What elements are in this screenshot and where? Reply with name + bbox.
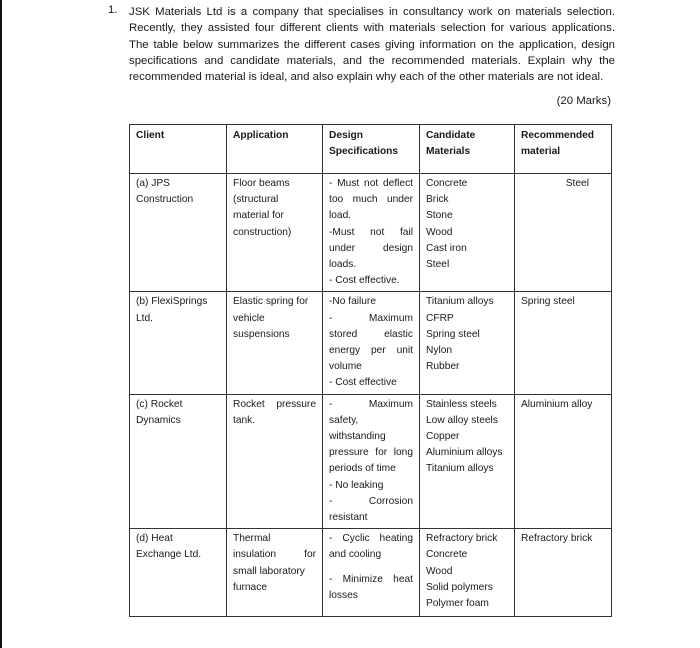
question-number: 1. — [108, 4, 118, 16]
cell-text: material for — [233, 210, 284, 222]
marks-label: (20 Marks) — [556, 95, 611, 107]
cell-text: Dynamics — [136, 414, 181, 426]
cell-text: periods of time — [329, 463, 396, 475]
cell-text: safety, — [329, 414, 359, 426]
cell-text: - Cost effective. — [329, 275, 400, 287]
cell-text: Concrete — [426, 549, 468, 561]
table-row — [130, 529, 612, 617]
cell-text: vehicle — [233, 312, 265, 324]
question-line: JSK Materials Ltd is a company that specialises in consultancy work on materials selection. — [129, 6, 615, 18]
question-line: Recently, they assisted four different clients with materials selection for various applications. — [129, 22, 615, 35]
cell-text: Brick — [426, 194, 449, 206]
cell-text: (d) Heat — [136, 533, 173, 545]
cell-text: - Must not deflect — [329, 178, 413, 189]
cell-text: Elastic spring for — [233, 296, 309, 308]
cell-text: (c) Rocket — [136, 398, 183, 410]
cell-text: small laboratory — [233, 565, 305, 577]
cell-text: - Minimize heat — [329, 573, 413, 585]
cell-text: Rubber — [426, 361, 460, 373]
header-candidate-label-2: Materials — [426, 146, 471, 158]
cell-client — [130, 529, 227, 617]
cell-client — [130, 394, 227, 529]
cell-specifications — [323, 292, 420, 394]
cell-text: construction) — [233, 226, 292, 238]
cell-text: (a) JPS — [136, 178, 170, 189]
cases-table — [129, 124, 612, 617]
cell-recommended — [515, 174, 612, 292]
cell-text: volume — [329, 361, 362, 373]
question-line: specifications and candidate materials, and the recommended materials. Explain why the — [129, 54, 615, 67]
header-client-label: Client — [136, 130, 165, 141]
cell-text: - Maximum — [329, 398, 413, 410]
cell-application — [227, 292, 323, 394]
header-design-label-2: Specifications — [329, 146, 399, 158]
cell-text: Floor beams — [233, 178, 290, 189]
cell-text: Titanium alloys — [426, 463, 494, 475]
cell-text: Refractory brick — [521, 533, 593, 545]
cell-recommended — [515, 394, 612, 529]
table-row — [130, 394, 612, 529]
cell-text: Solid polymers — [426, 581, 493, 593]
cell-candidates — [420, 174, 515, 292]
cell-client — [130, 174, 227, 292]
table-row — [130, 174, 612, 292]
cell-text: load. — [329, 210, 352, 222]
cell-text: Wood — [426, 565, 453, 577]
cell-text: Steel — [565, 178, 589, 189]
cell-specifications — [323, 394, 420, 529]
cell-text: (structural — [233, 194, 279, 206]
cell-text: too much under — [329, 194, 413, 206]
cell-text: Low alloy steels — [426, 414, 498, 426]
page-left-border — [0, 0, 2, 648]
question-text — [129, 4, 615, 85]
question-line: The table below summarizes the different cases giving information on the application, design — [129, 38, 615, 51]
cell-text: (b) FlexiSprings — [136, 296, 208, 308]
question-line: recommended material is ideal, and also explain why each of the other materials are not ideal. — [129, 71, 604, 84]
cell-text: CFRP — [426, 312, 454, 324]
cell-text: -Must not fail — [329, 226, 413, 238]
cell-text: Ltd. — [136, 312, 153, 324]
header-candidate-materials — [420, 125, 515, 174]
cell-application — [227, 529, 323, 617]
cell-candidates — [420, 394, 515, 529]
header-application-label: Application — [233, 130, 289, 141]
cell-text: Concrete — [426, 178, 468, 189]
header-candidate-label-1: Candidate — [426, 130, 476, 141]
header-application — [227, 125, 323, 174]
cell-text: insulation for — [233, 549, 316, 561]
cell-text: Wood — [426, 226, 453, 238]
cell-text: energy per unit — [329, 345, 413, 357]
cell-text: Copper — [426, 431, 460, 443]
cell-text: and cooling — [329, 549, 382, 561]
cell-text: withstanding — [329, 431, 386, 443]
cell-text: Cast iron — [426, 242, 467, 254]
cell-text: pressure for long — [329, 447, 413, 459]
cell-text: tank. — [233, 414, 256, 426]
header-recommended-label-2: material — [521, 146, 561, 158]
cell-text: furnace — [233, 581, 267, 593]
table-header-row — [130, 125, 612, 174]
cell-text: Steel — [426, 259, 450, 271]
header-recommended-label-1: Recommended — [521, 130, 595, 141]
cell-text: losses — [329, 589, 358, 601]
cell-text: - Cost effective — [329, 377, 397, 389]
cell-text: stored elastic — [329, 328, 413, 340]
cell-text: Nylon — [426, 345, 453, 357]
header-client — [130, 125, 227, 174]
cell-text: suspensions — [233, 328, 290, 340]
cell-text: resistant — [329, 512, 368, 524]
cell-application — [227, 394, 323, 529]
header-recommended-material — [515, 125, 612, 174]
cell-text: - No leaking — [329, 479, 384, 491]
cell-text: Spring steel — [426, 328, 480, 340]
table-row — [130, 292, 612, 394]
cell-text: under design — [329, 242, 413, 254]
cell-text: - Corrosion — [329, 495, 413, 507]
cell-candidates — [420, 292, 515, 394]
cell-text: - Maximum — [329, 312, 413, 324]
cell-text: Aluminium alloy — [521, 398, 593, 410]
cell-text: Stone — [426, 210, 453, 222]
cell-text: Spring steel — [521, 296, 575, 308]
cell-recommended — [515, 292, 612, 394]
cell-text: Exchange Ltd. — [136, 549, 202, 561]
cell-text — [329, 564, 413, 572]
cell-application — [227, 174, 323, 292]
cell-specifications — [323, 529, 420, 617]
cell-text: loads. — [329, 259, 357, 271]
cell-text: Refractory brick — [426, 533, 498, 545]
cell-text: Polymer foam — [426, 598, 489, 610]
cell-text: Aluminium alloys — [426, 447, 503, 459]
cell-text: Thermal — [233, 533, 271, 545]
cell-text: -No failure — [329, 296, 376, 308]
header-design-label-1: Design — [329, 130, 363, 141]
header-design-specifications — [323, 125, 420, 174]
cell-text: Rocket pressure — [233, 398, 316, 410]
cell-specifications — [323, 174, 420, 292]
cell-text: Titanium alloys — [426, 296, 494, 308]
cell-candidates — [420, 529, 515, 617]
cell-text: Construction — [136, 194, 194, 206]
cell-text: - Cyclic heating — [329, 533, 413, 545]
cell-text: Stainless steels — [426, 398, 497, 410]
cell-recommended — [515, 529, 612, 617]
cell-client — [130, 292, 227, 394]
